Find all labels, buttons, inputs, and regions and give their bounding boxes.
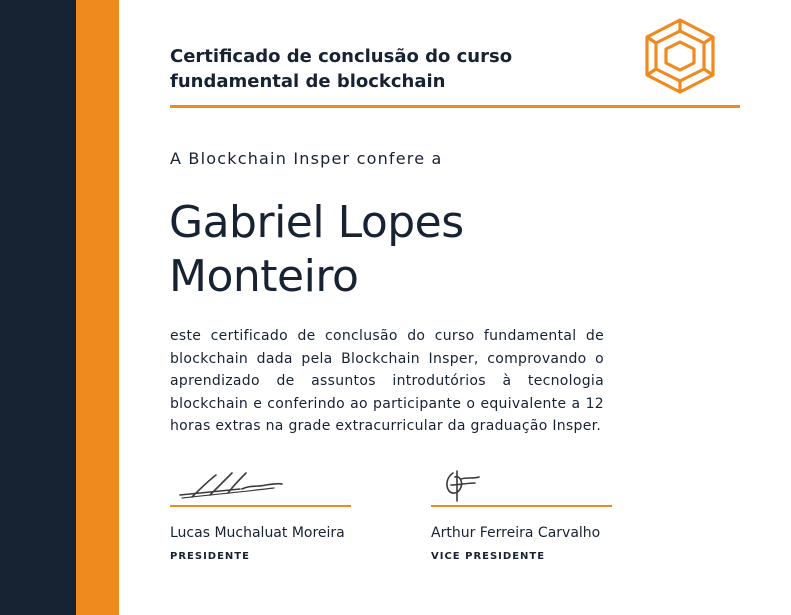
- signature-line-president: [170, 505, 351, 507]
- certificate-body: este certificado de conclusão do curso fundamental de blockchain dada pela Blockchain Insper, comprovando o aprendizado de assuntos introdutórios à tecnologia blockchain e conferindo ao participante o equivalente a 12 horas extras na grade extracurricular da graduação Insper.: [170, 328, 604, 434]
- navy-side-band: [0, 0, 76, 615]
- header-divider: [170, 105, 740, 108]
- intro-text: A Blockchain Insper confere a: [170, 149, 443, 168]
- recipient-name-line-1: Gabriel Lopes: [169, 197, 464, 248]
- signer-name-president: Lucas Muchaluat Moreira: [170, 525, 345, 541]
- signer-role-president: PRESIDENTE: [170, 551, 250, 562]
- handwritten-signature-vice-president: [431, 465, 551, 505]
- certificate-title-line-2: fundamental de blockchain: [170, 71, 446, 92]
- recipient-name-line-2: Monteiro: [169, 251, 359, 302]
- recipient-name: [169, 196, 464, 304]
- handwritten-signature-president: [170, 465, 290, 505]
- signer-role-vice-president: VICE PRESIDENTE: [431, 551, 546, 562]
- signer-name-vice-president: Arthur Ferreira Carvalho: [431, 525, 601, 541]
- certificate-title-line-1: Certificado de conclusão do curso: [170, 46, 513, 67]
- orange-side-band: [76, 0, 119, 615]
- certificate-title: [170, 44, 590, 94]
- hexagon-logo-icon: [643, 17, 717, 95]
- signature-line-vice-president: [431, 505, 612, 507]
